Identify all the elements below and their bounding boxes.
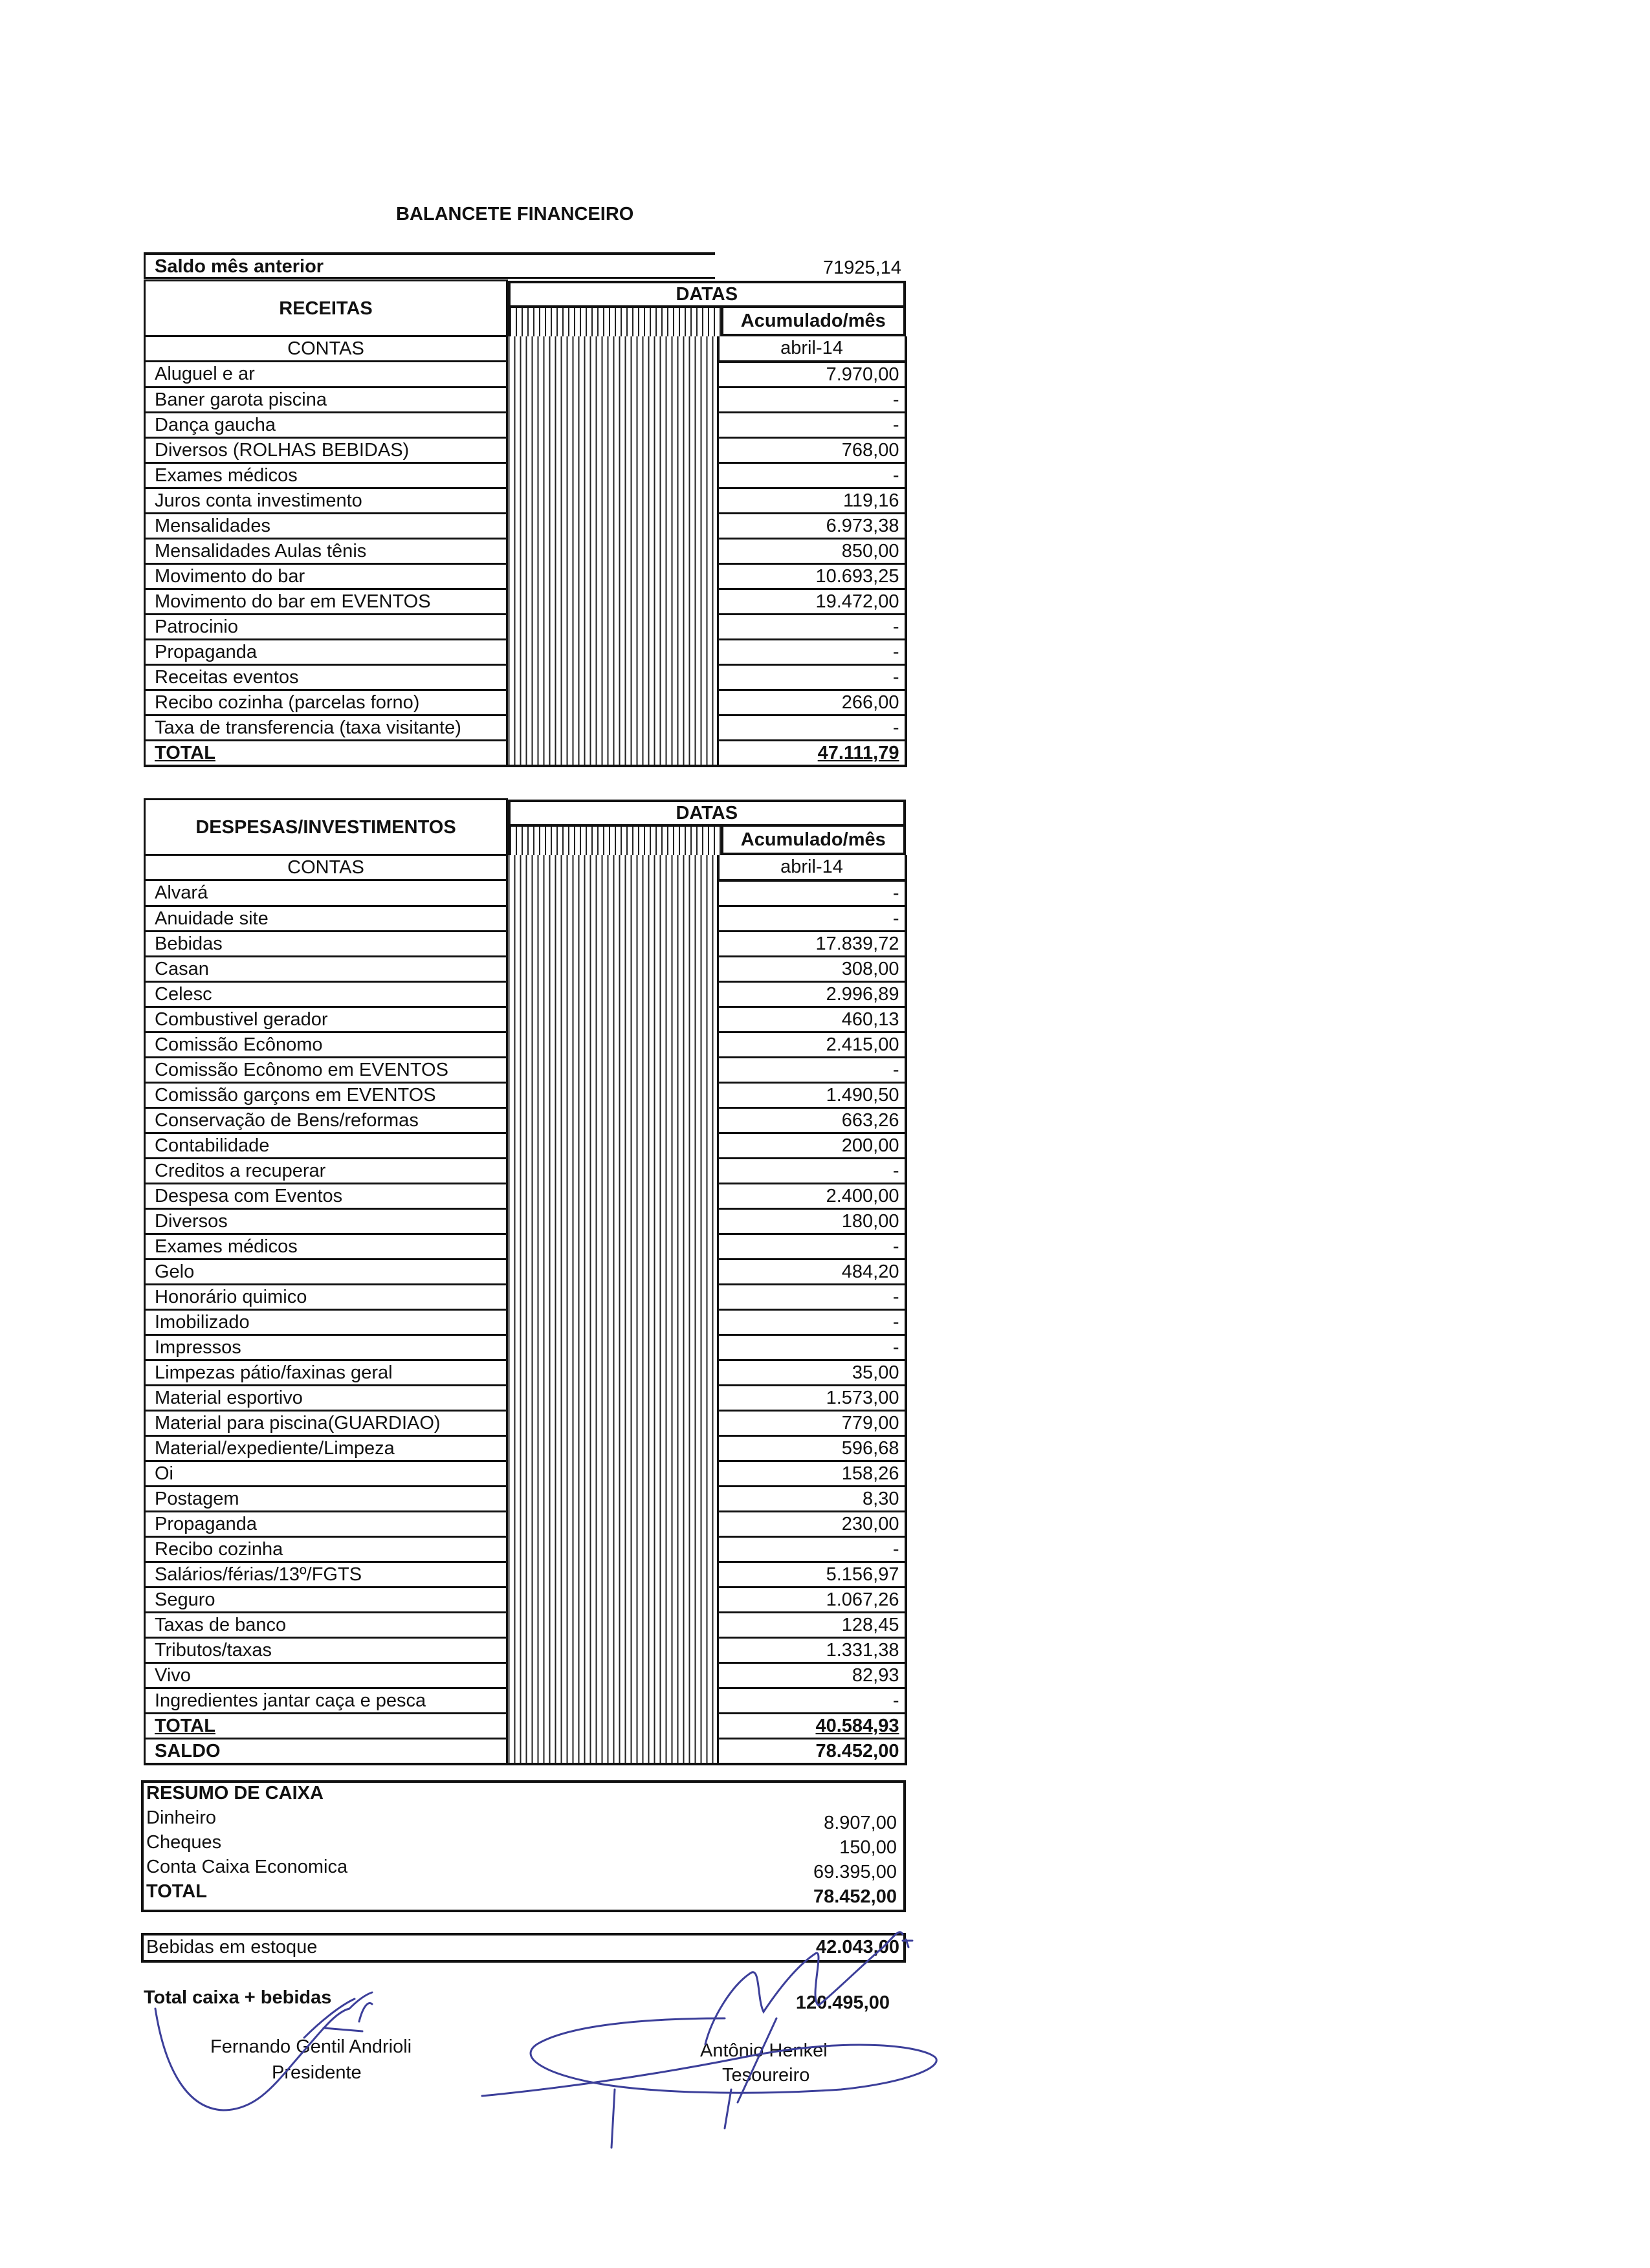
ledger-row-value: 779,00 — [718, 1410, 906, 1435]
ledger-row-value: 128,45 — [718, 1612, 906, 1637]
document-title: BALANCETE FINANCEIRO — [396, 204, 634, 224]
despesas-contas-header: CONTAS — [145, 855, 507, 880]
resumo-row-value: 8.907,00 — [824, 1813, 897, 1833]
ledger-row-label: Comissão Ecônomo em EVENTOS — [145, 1057, 507, 1082]
ledger-row-value: - — [718, 1057, 906, 1082]
ledger-row-value: 35,00 — [718, 1360, 906, 1385]
ledger-row-value: - — [718, 715, 906, 740]
ledger-row-label: Material/expediente/Limpeza — [145, 1435, 507, 1461]
estoque-label: Bebidas em estoque — [146, 1937, 318, 1957]
ledger-row-label: Impressos — [145, 1335, 507, 1360]
ledger-row-label: Juros conta investimento — [145, 488, 507, 513]
resumo-row-label: Dinheiro — [146, 1807, 216, 1828]
ledger-row-value: 10.693,25 — [718, 563, 906, 589]
receitas-month: abril-14 — [718, 336, 906, 362]
ledger-row-label: Mensalidades — [145, 513, 507, 538]
ledger-row-label: Patrocinio — [145, 614, 507, 639]
signatory-left-name: Fernando Gentil Andrioli — [210, 2036, 412, 2057]
ledger-row-value: - — [718, 387, 906, 412]
signatory-left-role: Presidente — [272, 2062, 362, 2083]
ledger-row-label: Anuidade site — [145, 906, 507, 931]
saldo-anterior-label: Saldo mês anterior — [155, 256, 324, 277]
ledger-row-label: Celesc — [145, 981, 507, 1007]
receitas-header: RECEITAS — [145, 281, 507, 336]
ledger-row-label: Gelo — [145, 1259, 507, 1284]
ledger-row-value: 200,00 — [718, 1133, 906, 1158]
ledger-row-label: Tributos/taxas — [145, 1637, 507, 1663]
ledger-row-label: Aluguel e ar — [145, 362, 507, 387]
ledger-row-value: 6.973,38 — [718, 513, 906, 538]
ledger-row-label: Oi — [145, 1461, 507, 1486]
signatory-right-name: Antônio Henkel — [700, 2040, 828, 2061]
ledger-row-value: - — [718, 880, 906, 906]
ledger-row-label: Imobilizado — [145, 1309, 507, 1335]
signatory-right-role: Tesoureiro — [722, 2065, 810, 2086]
ledger-row-value: - — [718, 614, 906, 639]
ledger-row-value: 596,68 — [718, 1435, 906, 1461]
ledger-row-label: Comissão garçons em EVENTOS — [145, 1082, 507, 1107]
ledger-row-label: Vivo — [145, 1663, 507, 1688]
receitas-contas-header: CONTAS — [145, 336, 507, 362]
ledger-row-value: 158,26 — [718, 1461, 906, 1486]
ledger-row-value: - — [718, 1536, 906, 1562]
ledger-row-value: 17.839,72 — [718, 931, 906, 956]
ledger-row-value: 1.067,26 — [718, 1587, 906, 1612]
ledger-row-value: - — [718, 664, 906, 690]
ledger-row-value: 1.573,00 — [718, 1385, 906, 1410]
resumo-row-value: 69.395,00 — [813, 1862, 897, 1882]
ledger-row-label: Comissão Ecônomo — [145, 1032, 507, 1057]
ledger-row-label: Propaganda — [145, 1511, 507, 1536]
resumo-total-value: 78.452,00 — [813, 1886, 897, 1907]
ledger-row-value: 7.970,00 — [718, 362, 906, 387]
despesas-acumulado-header: Acumulado/mês — [721, 827, 906, 855]
ledger-row-value: - — [718, 412, 906, 437]
ledger-row-label: Taxa de transferencia (taxa visitante) — [145, 715, 507, 740]
resumo-row-label: Conta Caixa Economica — [146, 1857, 348, 1877]
ledger-row-label: Dança gaucha — [145, 412, 507, 437]
ledger-row-value: 266,00 — [718, 690, 906, 715]
ledger-row-label: Diversos — [145, 1208, 507, 1234]
ledger-row-label: Diversos (ROLHAS BEBIDAS) — [145, 437, 507, 463]
ledger-row-value: 82,93 — [718, 1663, 906, 1688]
ledger-row-value: 850,00 — [718, 538, 906, 563]
ledger-row-label: Postagem — [145, 1486, 507, 1511]
receitas-total-value: 47.111,79 — [718, 740, 906, 766]
ledger-row-label: Limpezas pátio/faxinas geral — [145, 1360, 507, 1385]
right-signature-stroke — [611, 2018, 776, 2148]
ledger-row-label: Exames médicos — [145, 1234, 507, 1259]
ledger-row-value: 180,00 — [718, 1208, 906, 1234]
total-caixa-bebidas-value: 120.495,00 — [795, 1992, 890, 2013]
ledger-row-label: Bebidas — [145, 931, 507, 956]
right-signature-stroke — [705, 1932, 903, 2044]
total-caixa-bebidas-label: Total caixa + bebidas — [144, 1987, 332, 2008]
ledger-row-value: - — [718, 1309, 906, 1335]
ledger-row-value: 8,30 — [718, 1486, 906, 1511]
saldo-anterior-value: 71925,14 — [823, 257, 901, 278]
ledger-row-label: Movimento do bar em EVENTOS — [145, 589, 507, 614]
ledger-row-value: 2.415,00 — [718, 1032, 906, 1057]
despesas-header: DESPESAS/INVESTIMENTOS — [145, 800, 507, 855]
ledger-row-value: 768,00 — [718, 437, 906, 463]
ledger-row-label: Recibo cozinha — [145, 1536, 507, 1562]
ledger-row-value: 119,16 — [718, 488, 906, 513]
resumo-total-label: TOTAL — [146, 1881, 207, 1902]
despesas-datas-header: DATAS — [508, 800, 906, 827]
resumo-row-label: Cheques — [146, 1832, 222, 1853]
ledger-row-value: 1.490,50 — [718, 1082, 906, 1107]
ledger-row-label: Exames médicos — [145, 463, 507, 488]
receitas-acumulado-header: Acumulado/mês — [721, 308, 906, 336]
ledger-row-value: - — [718, 1335, 906, 1360]
ledger-row-label: Alvará — [145, 880, 507, 906]
ledger-row-value: 5.156,97 — [718, 1562, 906, 1587]
ledger-row-label: Material para piscina(GUARDIAO) — [145, 1410, 507, 1435]
receitas-datas-header: DATAS — [508, 281, 906, 308]
ledger-row-value: 230,00 — [718, 1511, 906, 1536]
ledger-row-value: - — [718, 906, 906, 931]
ledger-row-label: Contabilidade — [145, 1133, 507, 1158]
ledger-row-label: Mensalidades Aulas tênis — [145, 538, 507, 563]
ledger-row-label: Honorário quimico — [145, 1284, 507, 1309]
despesas-saldo-value: 78.452,00 — [718, 1738, 906, 1764]
ledger-row-label: Taxas de banco — [145, 1612, 507, 1637]
ledger-row-value: 663,26 — [718, 1107, 906, 1133]
ledger-row-label: Seguro — [145, 1587, 507, 1612]
ledger-row-value: 19.472,00 — [718, 589, 906, 614]
ledger-row-value: - — [718, 1158, 906, 1183]
left-signature-stroke — [155, 1992, 372, 2110]
ledger-row-label: Material esportivo — [145, 1385, 507, 1410]
ledger-row-label: Despesa com Eventos — [145, 1183, 507, 1208]
ledger-row-value: 308,00 — [718, 956, 906, 981]
ledger-row-value: 1.331,38 — [718, 1637, 906, 1663]
ledger-row-label: Salários/férias/13º/FGTS — [145, 1562, 507, 1587]
ledger-row-value: - — [718, 463, 906, 488]
ledger-row-value: 2.400,00 — [718, 1183, 906, 1208]
ledger-row-label: Receitas eventos — [145, 664, 507, 690]
despesas-saldo-label: SALDO — [145, 1738, 507, 1764]
resumo-row-value: 150,00 — [839, 1837, 897, 1858]
receitas-total-label: TOTAL — [145, 740, 507, 766]
ledger-row-label: Creditos a recuperar — [145, 1158, 507, 1183]
left-signature-stroke — [359, 2003, 372, 2022]
ledger-row-value: - — [718, 1234, 906, 1259]
ledger-row-value: - — [718, 1688, 906, 1713]
ledger-row-label: Movimento do bar — [145, 563, 507, 589]
ledger-row-value: 484,20 — [718, 1259, 906, 1284]
resumo-title: RESUMO DE CAIXA — [146, 1783, 324, 1804]
ledger-row-label: Recibo cozinha (parcelas forno) — [145, 690, 507, 715]
ledger-row-label: Baner garota piscina — [145, 387, 507, 412]
despesas-total-label: TOTAL — [145, 1713, 507, 1738]
ledger-row-value: - — [718, 639, 906, 664]
despesas-total-value: 40.584,93 — [718, 1713, 906, 1738]
ledger-row-label: Propaganda — [145, 639, 507, 664]
ledger-row-value: - — [718, 1284, 906, 1309]
right-signature-stroke — [903, 1939, 912, 1947]
estoque-value: 42.043,00 — [815, 1937, 899, 1957]
ledger-row-label: Conservação de Bens/reformas — [145, 1107, 507, 1133]
ledger-row-label: Casan — [145, 956, 507, 981]
ledger-row-value: 2.996,89 — [718, 981, 906, 1007]
ledger-row-value: 460,13 — [718, 1007, 906, 1032]
ledger-row-label: Combustivel gerador — [145, 1007, 507, 1032]
despesas-month: abril-14 — [718, 855, 906, 880]
ledger-row-label: Ingredientes jantar caça e pesca — [145, 1688, 507, 1713]
